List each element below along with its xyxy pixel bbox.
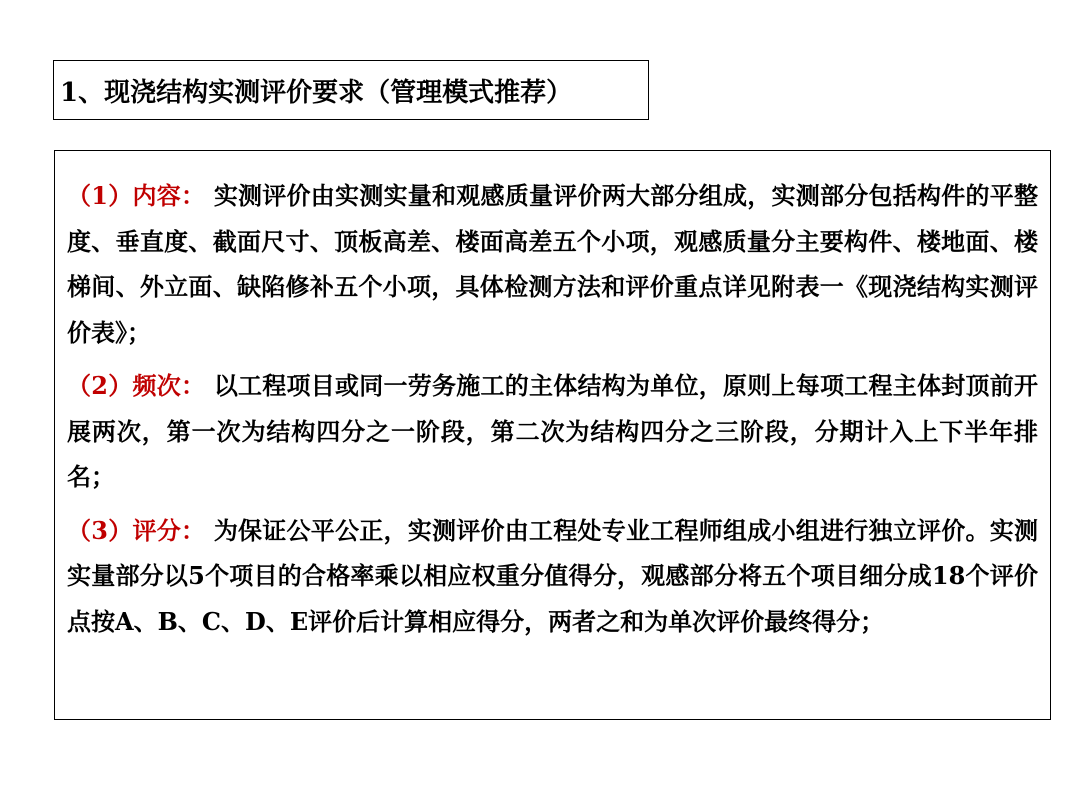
section-text-scoring: 为保证公平公正，实测评价由工程处专业工程师组成小组进行独立评价。实测实量部分以5个项目的合格率乘以相应权重分值得分，观感部分将五个项目细分成18个评价点按A、B、C、D、E评价后计算相应得分，两者之和为单次评价最终得分； [67, 515, 1039, 636]
section-scoring [67, 508, 1038, 645]
section-label-content: （1）内容： [67, 181, 206, 210]
section-label-scoring: （3）评分： [67, 515, 206, 545]
section-label-frequency: （2）频次： [67, 371, 206, 400]
section-frequency [67, 363, 1038, 500]
content-box [54, 150, 1051, 720]
section-text-content: 实测评价由实测实量和观感质量评价两大部分组成，实测部分包括构件的平整度、垂直度、截面尺寸、顶板高差、楼面高差五个小项，观感质量分主要构件、楼地面、楼梯间、外立面、缺陷修补五个小项，具体检测方法和评价重点详见附表一《现浇结构实测评价表》； [67, 181, 1039, 347]
section-text-frequency: 以工程项目或同一劳务施工的主体结构为单位，原则上每项工程主体封顶前开展两次，第一次为结构四分之一阶段，第二次为结构四分之三阶段，分期计入上下半年排名； [67, 371, 1039, 491]
slide-title-box [53, 60, 649, 120]
section-content [67, 173, 1038, 355]
slide-title: 1、现浇结构实测评价要求（管理模式推荐） [60, 77, 573, 108]
